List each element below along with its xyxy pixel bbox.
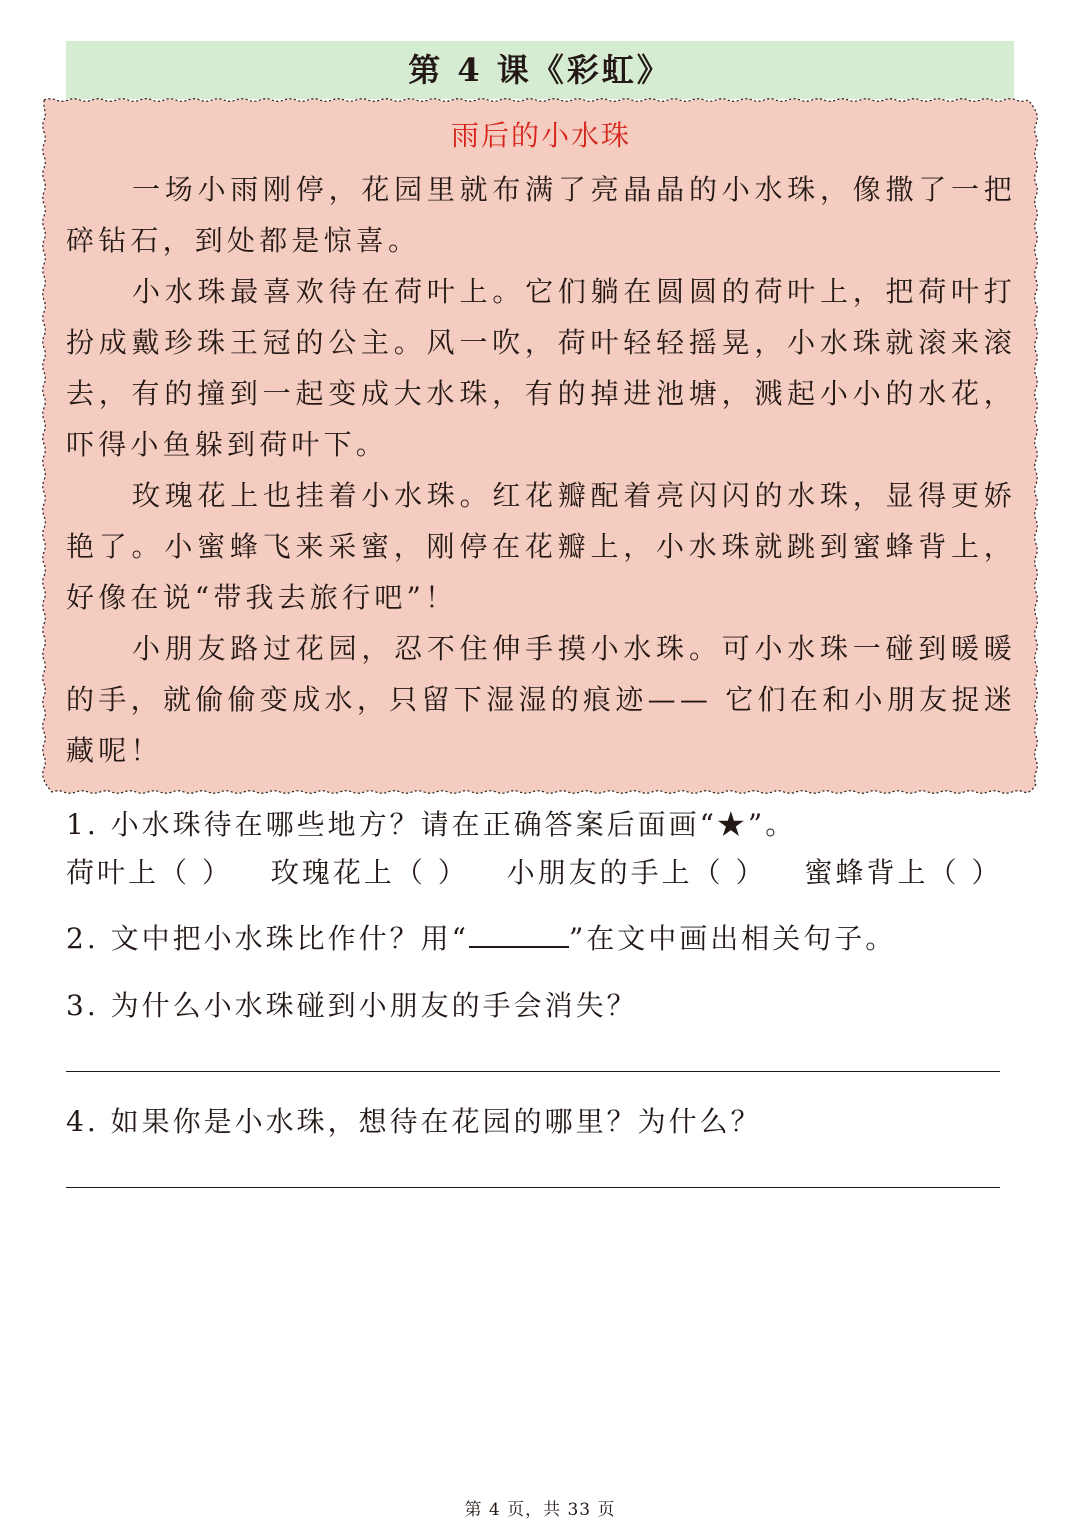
option-bee-back[interactable]: 蜜蜂背上（ ） xyxy=(804,856,1003,889)
passage-paragraph: 小水珠最喜欢待在荷叶上。它们躺在圆圆的荷叶上，把荷叶打扮成戴珍珠王冠的公主。风一吹，荷叶轻轻摇晃，小水珠就滚来滚去，有的撞到一起变成大水珠，有的掉进池塘，溅起小小的水花，吓得小鱼躲到荷叶下。 xyxy=(66,275,1016,461)
lesson-title: 第 4 课《彩虹》 xyxy=(408,51,672,89)
question-1: 1. 小水珠待在哪些地方？请在正确答案后面画“★”。 xyxy=(66,808,797,841)
passage-title: 雨后的小水珠 xyxy=(450,119,631,152)
question-2 xyxy=(66,917,896,961)
question-2-prefix: 2. 文中把小水珠比作什？用“ xyxy=(66,922,469,955)
option-lotus-leaf[interactable]: 荷叶上（ ） xyxy=(66,856,233,889)
option-rose[interactable]: 玫瑰花上（ ） xyxy=(270,856,469,889)
option-child-hand[interactable]: 小朋友的手上（ ） xyxy=(506,856,767,889)
underline-mark xyxy=(469,922,569,948)
answer-line-q3[interactable] xyxy=(66,1071,1000,1072)
question-2-suffix: ”在文中画出相关句子。 xyxy=(568,922,897,955)
question-1-options xyxy=(66,851,1028,895)
question-4: 4. 如果你是小水珠，想待在花园的哪里？为什么？ xyxy=(66,1105,762,1138)
reading-passage xyxy=(66,112,1016,776)
passage-paragraph: 玫瑰花上也挂着小水珠。红花瓣配着亮闪闪的水珠，显得更娇艳了。小蜜蜂飞来采蜜，刚停在花瓣上，小水珠就跳到蜜蜂背上，好像在说“带我去旅行吧”！ xyxy=(66,479,1016,614)
answer-line-q4[interactable] xyxy=(66,1187,1000,1188)
page-footer: 第 4 页，共 33 页 xyxy=(464,1500,616,1520)
passage-paragraph: 一场小雨刚停，花园里就布满了亮晶晶的小水珠，像撒了一把碎钻石，到处都是惊喜。 xyxy=(66,173,1016,257)
passage-paragraph: 小朋友路过花园，忍不住伸手摸小水珠。可小水珠一碰到暖暖的手，就偷偷变成水，只留下湿湿的痕迹—— 它们在和小朋友捉迷藏呢！ xyxy=(66,632,1016,767)
question-3: 3. 为什么小水珠碰到小朋友的手会消失？ xyxy=(66,989,638,1022)
